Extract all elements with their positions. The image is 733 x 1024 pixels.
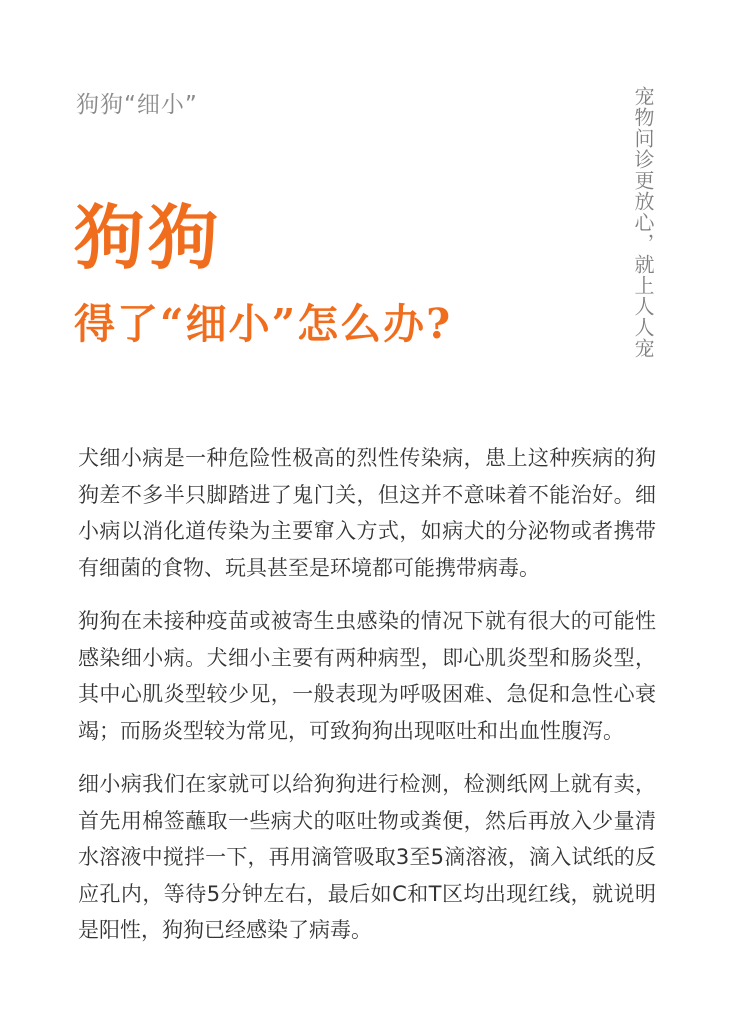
article-paragraph: 狗狗在未接种疫苗或被寄生虫感染的情况下就有很大的可能性感染细小病。犬细小主要有两种病型，即心肌炎型和肠炎型，其中心肌炎型较少见，一般表现为呼吸困难、急促和急性心衰竭；而肠炎型较为常见，可致狗狗出现呕吐和出血性腹泻。 xyxy=(78,609,656,743)
article-body xyxy=(78,440,656,966)
article-paragraph: 犬细小病是一种危险性极高的烈性传染病，患上这种疾病的狗狗差不多半只脚踏进了鬼门关，但这并不意味着不能治好。细小病以消化道传染为主要窜入方式，如病犬的分泌物或者携带有细菌的食物、玩具甚至是环境都可能携带病毒。 xyxy=(78,446,656,580)
page-subtitle: 得了“细小”怎么办? xyxy=(74,300,453,348)
article-paragraph: 细小病我们在家就可以给狗狗进行检测，检测纸网上就有卖，首先用棉签蘸取一些病犬的呕吐物或粪便，然后再放入少量清水溶液中搅拌一下，再用滴管吸取3至5滴溶液，滴入试纸的反应孔内，等待5分钟左右，最后如C和T区均出现红线，就说明是阳性，狗狗已经感染了病毒。 xyxy=(78,772,656,942)
page-title: 狗狗 xyxy=(74,196,222,279)
vertical-slogan: 宠物问诊更放心，就上人人宠 xyxy=(631,86,655,359)
section-kicker: 狗狗“细小” xyxy=(76,92,198,118)
